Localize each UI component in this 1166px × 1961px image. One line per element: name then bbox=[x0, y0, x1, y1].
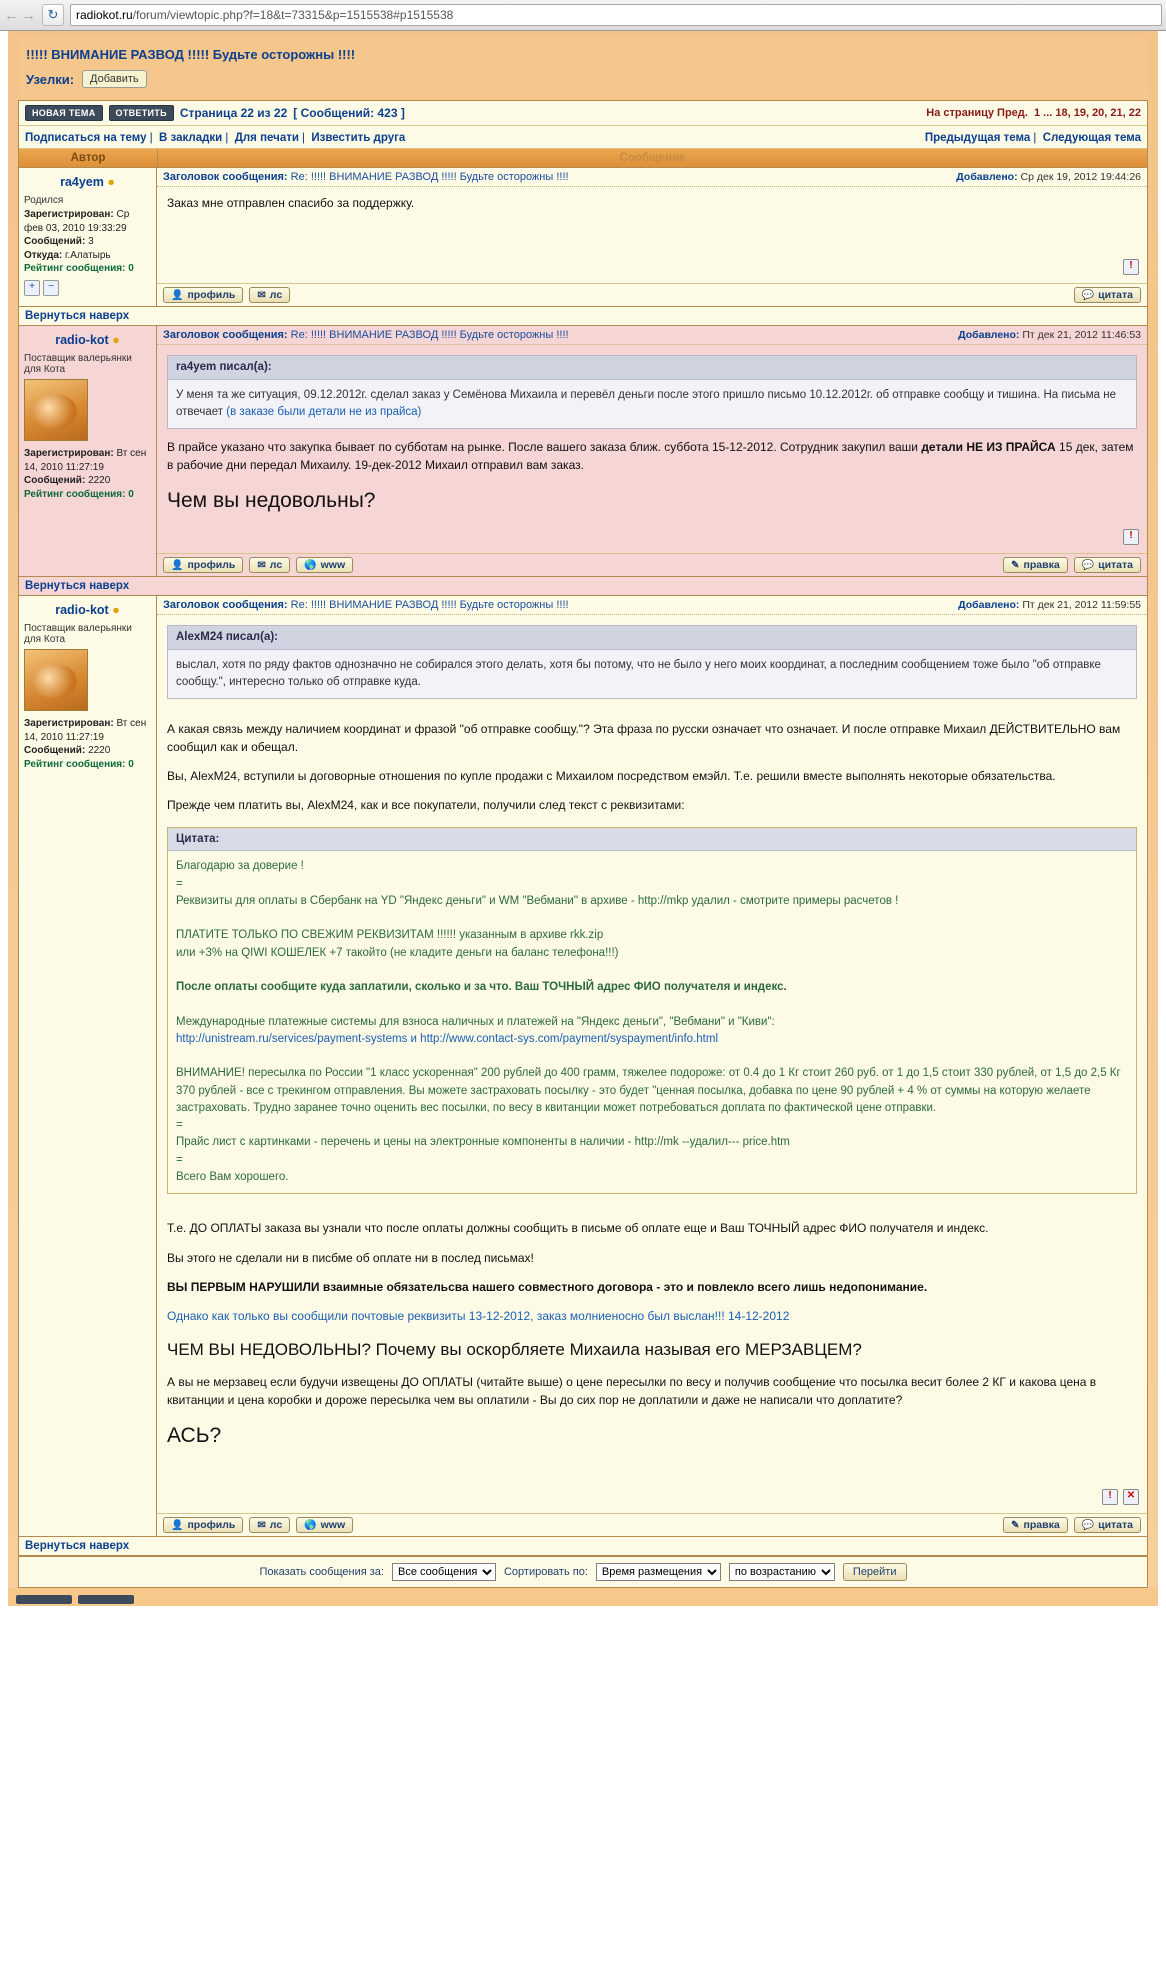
profile-icon: 👤 bbox=[171, 1519, 184, 1531]
url-path: /forum/viewtopic.php?f=18&t=73315&p=1515538#p1515538 bbox=[132, 8, 454, 22]
post-row bbox=[19, 326, 1147, 577]
post-paragraph: Прежде чем платить вы, AlexM24, как и все покупатели, получили след текст с реквизитами: bbox=[167, 798, 685, 813]
post-footer bbox=[157, 283, 1147, 306]
author-rank: Родился bbox=[24, 195, 64, 206]
quote-icon: 💬 bbox=[1081, 289, 1095, 301]
address-bar[interactable] bbox=[70, 4, 1162, 26]
author-name[interactable]: radio-kot ● bbox=[55, 333, 120, 347]
quote-icon: 💬 bbox=[1081, 559, 1095, 571]
post-rating: Рейтинг сообщения: 0 bbox=[24, 263, 134, 274]
new-topic-button-bottom[interactable] bbox=[16, 1595, 72, 1604]
post-subject: Заголовок сообщения: Re: !!!!! ВНИМАНИЕ РАЗВОД !!!!! Будьте осторожны !!!! bbox=[163, 329, 569, 341]
post-author-column bbox=[19, 326, 157, 576]
reply-button[interactable]: ОТВЕТИТЬ bbox=[109, 105, 174, 121]
post-footer bbox=[157, 553, 1147, 576]
author-name[interactable]: ra4yem ● bbox=[60, 175, 115, 189]
posts-count: [ Сообщений: 423 ] bbox=[293, 106, 405, 120]
uzelki-add-button[interactable]: Добавить bbox=[82, 70, 147, 88]
post-author-column bbox=[19, 596, 157, 1536]
rate-up-button[interactable]: + bbox=[24, 280, 40, 296]
post-body-column bbox=[157, 596, 1147, 1536]
quote-author: AlexM24 писал(а): bbox=[168, 626, 1136, 650]
envelope-icon: ✉ bbox=[257, 1519, 266, 1531]
post-rating: Рейтинг сообщения: 0 bbox=[24, 758, 134, 770]
next-topic-link[interactable]: Следующая тема bbox=[1042, 132, 1141, 144]
post-body-column bbox=[157, 326, 1147, 576]
topic-subbar bbox=[19, 126, 1147, 149]
post-paragraph: А вы не мерзавец если будучи извещены ДО ОПЛАТЫ (читайте выше) о цене пересылки по весу и получив сообщение что посылка весит более 2 КГ и какова цена в квитанции и цена коробки и дороже пересылка чем вы оплатили - Вы до сих пор не доплатили и даже не написали что доплатите? bbox=[167, 1375, 1097, 1407]
website-button[interactable]: 🌎 www bbox=[296, 557, 353, 573]
forward-arrow-icon[interactable]: → bbox=[21, 6, 36, 24]
bookmark-link[interactable]: В закладки bbox=[159, 132, 223, 144]
pencil-icon: ✎ bbox=[1011, 1519, 1020, 1531]
post-backtop-row bbox=[19, 1537, 1147, 1556]
pagination[interactable] bbox=[926, 107, 1141, 119]
avatar bbox=[24, 379, 88, 441]
sort-by-select[interactable] bbox=[596, 1563, 721, 1581]
edit-button[interactable]: ✎ правка bbox=[1003, 1517, 1068, 1533]
show-posts-label: Показать сообщения за: bbox=[259, 1566, 384, 1578]
topic-panel bbox=[18, 100, 1148, 1588]
profile-button[interactable]: 👤 профиль bbox=[163, 287, 243, 303]
post-paragraph: Заказ мне отправлен спасибо за поддержку. bbox=[167, 196, 415, 210]
post-date: Добавлено: Ср дек 19, 2012 19:44:26 bbox=[956, 171, 1141, 183]
post-emphasis-line: Чем вы недовольны? bbox=[167, 488, 376, 512]
rating-buttons[interactable] bbox=[24, 280, 151, 296]
medal-icon: ● bbox=[112, 603, 120, 617]
author-name[interactable]: radio-kot ● bbox=[55, 603, 120, 617]
post-content bbox=[157, 345, 1147, 553]
back-to-top-link[interactable]: Вернуться наверх bbox=[25, 310, 130, 322]
rate-down-button[interactable]: − bbox=[43, 280, 59, 296]
notify-friend-link[interactable]: Известить друга bbox=[311, 132, 406, 144]
uzelki-label: Узелки: bbox=[26, 71, 75, 87]
post-author-column bbox=[19, 168, 157, 306]
author-rank: Поставщик валерьянки для Кота bbox=[24, 353, 132, 375]
browser-toolbar bbox=[0, 0, 1166, 31]
profile-icon: 👤 bbox=[171, 289, 184, 301]
new-topic-button[interactable]: НОВАЯ ТЕМА bbox=[25, 105, 103, 121]
quote-button[interactable]: 💬 цитата bbox=[1074, 1517, 1141, 1533]
post-row bbox=[19, 168, 1147, 307]
post-paragraph: В прайсе указано что закупка бывает по субботам на рынке. После вашего заказа ближ. суббота 15-12-2012. Сотрудник закупил ваши детали НЕ ИЗ ПРАЙСА 15 дек, затем в рабочие дни передал Михаилу. 19-дек-2012 Михаил отправил вам заказ. bbox=[167, 440, 1134, 472]
post-header bbox=[157, 168, 1147, 187]
report-post-icon[interactable]: ! bbox=[1123, 529, 1139, 545]
globe-icon: 🌎 bbox=[304, 1519, 317, 1531]
post-paragraph: А какая связь между наличием координат и фразой "об отправке сообщу."? Эта фраза по русски означает что означает. И после отправке Михаил ДЕЙСТВИТЕЛЬНО вам сообщил как и обещал. bbox=[167, 722, 1121, 754]
back-to-top-link[interactable]: Вернуться наверх bbox=[25, 1540, 130, 1552]
post-paragraph: АСЬ? bbox=[167, 1424, 222, 1448]
post-header bbox=[157, 326, 1147, 345]
post-row bbox=[19, 596, 1147, 1537]
navigation-arrows bbox=[4, 7, 36, 24]
post-paragraph: ВЫ ПЕРВЫМ НАРУШИЛИ взаимные обязательсва нашего совместного договора - это и повлекло всего лишь недопонимание. bbox=[167, 1279, 928, 1294]
post-paragraph: ЧЕМ ВЫ НЕДОВОЛЬНЫ? Почему вы оскорбляете Михаила называя его МЕРЗАВЦЕМ? bbox=[167, 1339, 862, 1359]
column-message: Сообщение bbox=[619, 152, 686, 164]
go-button[interactable]: Перейти bbox=[843, 1563, 907, 1581]
profile-icon: 👤 bbox=[171, 559, 184, 571]
subbar-right-links: Предыдущая тема | Следующая тема bbox=[924, 130, 1141, 144]
topic-title: !!!!! ВНИМАНИЕ РАЗВОД !!!!! Будьте осторожны !!!! bbox=[26, 47, 356, 62]
edit-button[interactable]: ✎ правка bbox=[1003, 557, 1068, 573]
post-paragraph: Т.е. ДО ОПЛАТЫ заказа вы узнали что после оплаты должны сообщить в письме об оплате еще и Ваш ТОЧНЫЙ адрес ФИО получателя и индекс. bbox=[167, 1221, 989, 1236]
author-meta: Зарегистрирован: Ср фев 03, 2010 19:33:29 Сообщений: 3 Откуда: г.Алатырь Рейтинг сообщения: 0 bbox=[24, 209, 134, 274]
quote-text: У меня та же ситуация, 09.12.2012г. сделал заказ у Семёнова Михаила и перевёл деньги после этого пришло письмо 10.12.2012г. об отправке сообщу и тишина. На письма не отвечает (в заказе были детали не из прайса) bbox=[176, 388, 1117, 418]
avatar bbox=[24, 649, 88, 711]
column-author: Автор bbox=[19, 149, 158, 167]
forum-page bbox=[0, 31, 1166, 1606]
posts-table-header bbox=[19, 149, 1147, 168]
pm-button[interactable]: ✉ лс bbox=[249, 557, 290, 573]
post-body-column bbox=[157, 168, 1147, 306]
subbar-left-links: Подписаться на тему | В закладки | Для печати | Известить друга bbox=[25, 130, 406, 144]
post-backtop-row bbox=[19, 577, 1147, 596]
post-subject: Заголовок сообщения: Re: !!!!! ВНИМАНИЕ РАЗВОД !!!!! Будьте осторожны !!!! bbox=[163, 599, 569, 611]
forum-container bbox=[8, 31, 1158, 1588]
post-footer bbox=[157, 1513, 1147, 1536]
post-date: Добавлено: Пт дек 21, 2012 11:46:53 bbox=[958, 329, 1141, 341]
requisites-quote-block bbox=[167, 827, 1137, 1194]
medal-icon: ● bbox=[112, 333, 120, 347]
print-link[interactable]: Для печати bbox=[234, 132, 299, 144]
profile-button[interactable]: 👤 профиль bbox=[163, 1517, 243, 1533]
report-post-icon[interactable]: ! bbox=[1123, 259, 1139, 275]
medal-icon: ● bbox=[107, 175, 115, 189]
url-host: radiokot.ru bbox=[76, 8, 133, 22]
post-header bbox=[157, 596, 1147, 615]
pencil-icon: ✎ bbox=[1011, 559, 1020, 571]
pm-button[interactable]: ✉ лс bbox=[249, 1517, 290, 1533]
profile-button[interactable]: 👤 профиль bbox=[163, 557, 243, 573]
envelope-icon: ✉ bbox=[257, 559, 266, 571]
quote-author: ra4yem писал(а): bbox=[168, 356, 1136, 380]
post-paragraph: Вы этого не сделали ни в писбме об оплате ни в послед письмах! bbox=[167, 1250, 534, 1265]
goto-page-label[interactable]: На страницу Пред. bbox=[926, 107, 1028, 119]
quote-icon: 💬 bbox=[1081, 1519, 1095, 1531]
post-content bbox=[157, 187, 1147, 283]
subscribe-link[interactable]: Подписаться на тему bbox=[25, 132, 147, 144]
author-meta: Зарегистрирован: Вт сен 14, 2010 11:27:19 Сообщений: 2220 Рейтинг сообщения: 0 bbox=[24, 718, 147, 770]
quote-button[interactable]: 💬 цитата bbox=[1074, 557, 1141, 573]
topic-toolbar bbox=[19, 101, 1147, 126]
page-indicator: Страница 22 из 22 bbox=[179, 106, 288, 120]
reply-button-bottom[interactable] bbox=[78, 1595, 134, 1604]
post-date: Добавлено: Пт дек 21, 2012 11:59:55 bbox=[958, 599, 1141, 611]
quote-text: выслал, хотя по ряду фактов однозначно не собирался этого делать, хотя бы потому, что не было у него моих координат, а последним сообщением тоже было "об отправке сообщу.", интересно только об отправке куда. bbox=[176, 658, 1101, 688]
sort-label: Сортировать по: bbox=[503, 1566, 588, 1578]
quote-label: Цитата: bbox=[168, 828, 1136, 852]
top-banner bbox=[18, 37, 1148, 100]
post-paragraph: Однако как только вы сообщили почтовые реквизиты 13-12-2012, заказ молниеносно был выслан!!! 14-12-2012 bbox=[167, 1309, 790, 1324]
delete-post-icon[interactable]: ✕ bbox=[1123, 1489, 1139, 1505]
envelope-icon: ✉ bbox=[257, 289, 266, 301]
post-subject: Заголовок сообщения: Re: !!!!! ВНИМАНИЕ РАЗВОД !!!!! Будьте осторожны !!!! bbox=[163, 171, 569, 183]
page-number-list[interactable]: 1 ... 18, 19, 20, 21, 22 bbox=[1033, 107, 1141, 119]
post-content bbox=[157, 615, 1147, 1513]
requisites-text: Благодарю за доверие ! = Реквизиты для оплаты в Сбербанк на YD "Яндекс деньги" и WM "Вебмани" в архиве - http://mkp удалил - смотрите примеры расчетов ! ПЛАТИТЕ ТОЛЬКО ПО СВЕЖИМ РЕКВИЗИТАМ !!!!!! указанным в архиве rkk.zip или +3% на QIWI КОШЕЛЕК +7 такойто (не кладите деньги на баланс телефона!!!) После оплаты сообщите куда заплатили, сколько и за что. Ваш ТОЧНЫЙ адрес ФИО получателя и индекс. Международные платежные системы для взноса наличных и платежей на "Яндекс деньги", "Вебмани" и "Киви": http://unistream.ru/services/payment-systems и http://www.contact-sys.com/payment/syspayment/info.html ВНИМАНИЕ! пересылка по России "1 класс ускоренная" 200 рублей до 400 грамм, тяжелее подороже: от 0.4 до 1 Кг стоит 260 руб. от 1 до 1,5 стоит 330 рублей, от 1,5 до 2,5 Кг 370 рублей - все с трекингом отправления. Вы можете застраховать посылку - это будет "ценная посылка, добавка по цене 90 рублей + 4 % от суммы на которую желаете застраховать. Трудно заранее точно оценить вес посылки, по весу в квитанции может потребоваться доплата по фактической цене отправки. = Прайс лист с картинками - перечень и цены на электронные компоненты в наличии - http://mk --удалил--- price.htm = Всего Вам хорошего. bbox=[168, 851, 1136, 1193]
prev-topic-link[interactable]: Предыдущая тема bbox=[924, 132, 1031, 144]
post-action-icons bbox=[1102, 1489, 1139, 1505]
footer-strip bbox=[8, 1588, 1158, 1606]
report-post-icon[interactable]: ! bbox=[1102, 1489, 1118, 1505]
author-rank: Поставщик валерьянки для Кота bbox=[24, 623, 132, 645]
author-meta: Зарегистрирован: Вт сен 14, 2010 11:27:19 Сообщений: 2220 Рейтинг сообщения: 0 bbox=[24, 448, 147, 500]
globe-icon: 🌎 bbox=[304, 559, 317, 571]
post-paragraph: Вы, AlexM24, вступили ы договорные отношения по купле продажи с Михаилом посредством емэйл. Т.е. решили вместе выполнять некоторые обязательства. bbox=[167, 768, 1056, 783]
show-posts-select[interactable] bbox=[392, 1563, 496, 1581]
quote-inline-link[interactable]: (в заказе были детали не из прайса) bbox=[226, 405, 422, 418]
quote-block bbox=[167, 625, 1137, 699]
uzelki-row bbox=[24, 70, 1142, 98]
sort-order-select[interactable] bbox=[729, 1563, 835, 1581]
quote-button[interactable]: 💬 цитата bbox=[1074, 287, 1141, 303]
post-backtop-row bbox=[19, 307, 1147, 326]
back-to-top-link[interactable]: Вернуться наверх bbox=[25, 580, 130, 592]
post-rating: Рейтинг сообщения: 0 bbox=[24, 488, 134, 500]
quote-block bbox=[167, 355, 1137, 429]
back-arrow-icon[interactable]: ← bbox=[4, 6, 19, 24]
display-options-bar bbox=[19, 1556, 1147, 1587]
website-button[interactable]: 🌎 www bbox=[296, 1517, 353, 1533]
pm-button[interactable]: ✉ лс bbox=[249, 287, 290, 303]
reload-icon[interactable]: ↻ bbox=[42, 4, 64, 26]
